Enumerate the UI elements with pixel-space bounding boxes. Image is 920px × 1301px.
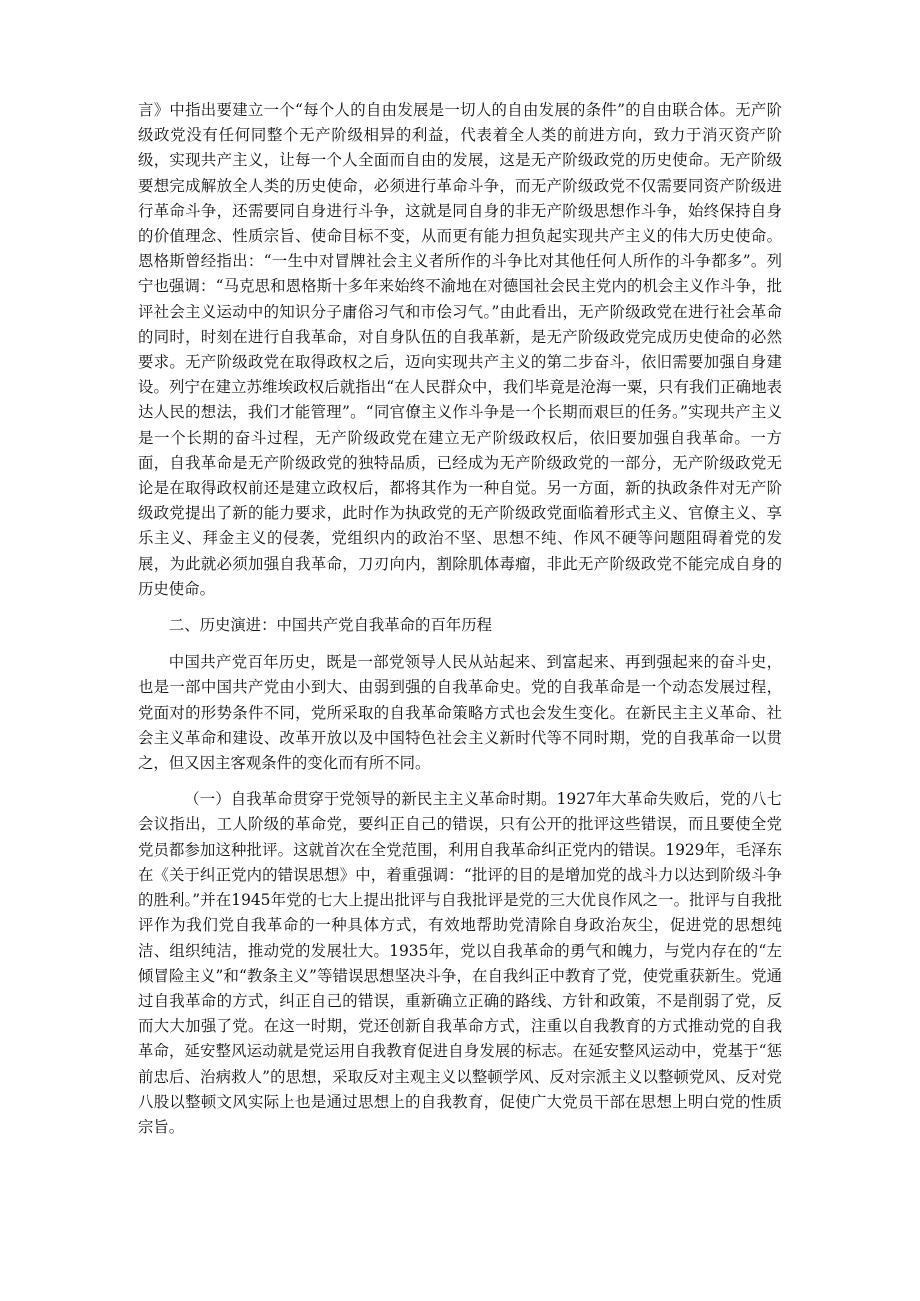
- section-heading-history: 二、历史演进：中国共产党自我革命的百年历程: [168, 616, 493, 635]
- body-paragraph-marxist-theory: 言》中指出要建立一个“每个人的自由发展是一切人的自由发展的条件”的自由联合体。无产阶级政党没有任何同整个无产阶级相异的利益，代表着全人类的前进方向，致力于消灭资产阶级，实现共产主义，让每一个人全面而自由的发展，这是无产阶级政党的历史使命。无产阶级要想完成解放全人类的历史使命，必须进行革命斗争，而无产阶级政党不仅需要同资产阶级进行革命斗争，还需要同自身进行斗争，这就是同自身的非无产阶级思想作斗争，始终保持自身的价值理念、性质宗旨、使命目标不变，从而更有能力担负起实现共产主义的伟大历史使命。恩格斯曾经指出：“一生中对冒牌社会主义者所作的斗争比对其他任何人所作的斗争都多”。列宁也强调：“马克思和恩格斯十多年来始终不渝地在对德国社会民主党内的机会主义作斗争，批评社会主义运动中的知识分子庸俗习气和市侩习气。”由此看出，无产阶级政党在进行社会革命的同时，时刻在进行自我革命，对自身队伍的自我革新，是无产阶级政党完成历史使命的必然要求。无产阶级政党在取得政权之后，迈向实现共产主义的第二步奋斗，依旧需要加强自身建设。列宁在建立苏维埃政权后就指出“在人民群众中，我们毕竟是沧海一粟，只有我们正确地表达人民的想法，我们才能管理”。“同官僚主义作斗争是一个长期而艰巨的任务。”实现共产主义是一个长期的奋斗过程，无产阶级政党在建立无产阶级政权后，依旧要加强自我革命。一方面，自我革命是无产阶级政党的独特品质，已经成为无产阶级政党的一部分，无产阶级政党无论是在取得政权前还是建立政权后，都将其作为一种自觉。另一方面，新的执政条件对无产阶级政党提出了新的能力要求，此时作为执政党的无产阶级政党面临着形式主义、官僚主义、享乐主义、拜金主义的侵袭，党组织内的政治不坚、思想不纯、作风不硬等问题阻碍着党的发展，为此就必须加强自我革命，刀刃向内，割除肌体毒瘤，非此无产阶级政党不能完成自身的历史使命。: [138, 101, 782, 598]
- body-paragraph-new-democratic-revolution: （一）自我革命贯穿于党领导的新民主主义革命时期。1927年大革命失败后，党的八七会议指出，工人阶级的革命党，要纠正自己的错误，只有公开的批评这些错误，而且要使全党党员都参加这种批评。这就首次在全党范围，利用自我革命纠正党内的错误。1929年，毛泽东在《关于纠正党内的错误思想》中，着重强调：“批评的目的是增加党的战斗力以达到阶级斗争的胜利。”并在1945年党的七大上提出批评与自我批评是党的三大优良作风之一。批评与自我批评作为我们党自我革命的一种具体方式，有效地帮助党清除自身政治灰尘，促进党的思想纯洁、组织纯洁，推动党的发展壮大。1935年，党以自我革命的勇气和魄力，与党内存在的“左倾冒险主义”和“教条主义”等错误思想坚决斗争，在自我纠正中教育了党，使党重获新生。党通过自我革命的方式，纠正自己的错误，重新确立正确的路线、方针和政策，不是削弱了党，反而大大加强了党。在这一时期，党还创新自我革命方式，注重以自我教育的方式推动党的自我革命，延安整风运动就是党运用自我教育促进自身发展的标志。在延安整风运动中，党基于“惩前忠后、治病救人”的思想，采取反对主观主义以整顿学风、反对宗派主义以整顿党风、反对党八股以整顿文风实际上也是通过思想上的自我教育，促使广大党员干部在思想上明白党的性质宗旨。: [138, 790, 782, 1136]
- document-page: [138, 98, 782, 1140]
- body-paragraph-century-history: 中国共产党百年历史，既是一部党领导人民从站起来、到富起来、再到强起来的奋斗史，也是一部中国共产党由小到大、由弱到强的自我革命史。党的自我革命是一个动态发展过程，党面对的形势条件不同，党所采取的自我革命策略方式也会发生变化。在新民主主义革命、社会主义革命和建设、改革开放以及中国特色社会主义新时代等不同时期，党的自我革命一以贯之，但又因主客观条件的变化而有所不同。: [138, 653, 782, 773]
